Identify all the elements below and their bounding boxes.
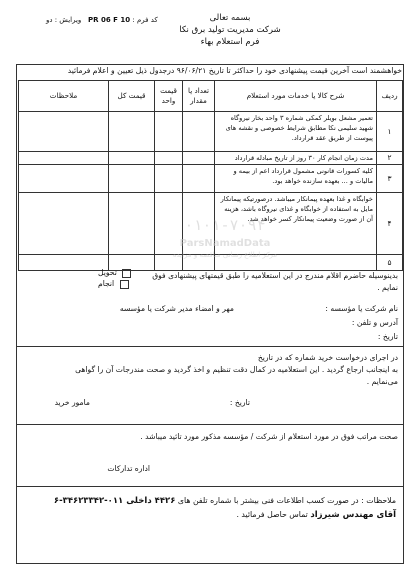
row-total-price — [109, 112, 155, 152]
purchase-text-2: به اینجانب ارجاع گردید . این استعلامیه در کمال دقت تنظیم و اخذ گردید و صحت مندرجات آن را گواهی — [75, 365, 398, 374]
form-code-value: PR 06 F 10 — [88, 16, 131, 24]
row-total-price — [109, 152, 155, 165]
deliver-option[interactable] — [98, 268, 131, 278]
row-notes — [19, 152, 109, 165]
col-header-unit-price: قیمت واحد — [155, 81, 183, 112]
row-total-price — [109, 193, 155, 255]
row-quantity — [183, 165, 215, 193]
perform-option[interactable] — [98, 279, 129, 289]
intro-text: خواهشمند است آخرین قیمت پیشنهادی خود را حداکثر تا تاریخ ۹۶/۰۶/۲۱ درجدول ذیل تعیین و اعلام فرمائید — [67, 66, 402, 75]
row-number: ۴ — [377, 193, 403, 255]
row-unit-price — [155, 112, 183, 152]
section-divider — [16, 486, 404, 487]
col-header-row: ردیف — [377, 81, 403, 112]
row-notes — [19, 193, 109, 255]
date-label: تاریخ : — [377, 332, 398, 341]
revision-label: ویرایش : دو — [46, 16, 82, 24]
row-number: ۲ — [377, 152, 403, 165]
table-row — [19, 255, 403, 271]
row-description: مدت زمان انجام کار ۳۰ روز از تاریخ مبادله قرارداد — [215, 152, 377, 165]
phone-number: ۴۴۲۶ داخلی ۰۱۱-۳۴۶۲۳۳۴۲-۶ — [53, 496, 176, 506]
contact-suffix: تماس حاصل فرمائید . — [236, 510, 308, 519]
form-header — [0, 6, 420, 54]
items-table — [18, 80, 403, 271]
row-number: ۳ — [377, 165, 403, 193]
title-line-2: شرکت مدیریت تولید برق نکا — [179, 25, 281, 35]
deliver-label: تحویل — [98, 268, 117, 277]
col-header-notes: ملاحظات — [19, 81, 109, 112]
table-row — [19, 165, 403, 193]
row-notes — [19, 165, 109, 193]
section-divider — [16, 346, 404, 347]
contact-name: آقای مهندس شیرزاد — [310, 510, 396, 520]
ready-text-end: نمایم . — [377, 283, 398, 292]
row-description: تعمیر مشعل بویلر کمکی شماره ۳ واحد بخار نیروگاه شهید سلیمی نکا مطابق شرایط خصوصی و نقشه های پیوست از طریق عقد قرارداد. — [215, 112, 377, 152]
title-line-3: فرم استعلام بهاء — [200, 37, 260, 47]
address-label: آدرس و تلفن : — [351, 318, 398, 327]
table-row — [19, 152, 403, 165]
row-quantity — [183, 152, 215, 165]
col-header-total-price: قیمت کل — [109, 81, 155, 112]
procurement-label: اداره تدارکات — [107, 464, 150, 473]
form-titles — [130, 12, 330, 48]
table-header-row — [19, 81, 403, 112]
company-name-label: نام شرکت یا مؤسسه : — [325, 304, 398, 313]
deliver-checkbox[interactable] — [122, 269, 131, 278]
row-total-price — [109, 165, 155, 193]
row-quantity — [183, 255, 215, 271]
purchase-date-label: تاریخ : — [229, 398, 250, 407]
section-divider — [16, 424, 404, 425]
row-description: خوابگاه و غذا بعهده پیمانکار میباشد. درصورتیکه پیمانکار مایل به استفاده از خوابگاه و غذای نیروگاه باشد، هزینه آن از صورت وضعیت پیمانکار کسر خواهد شد. — [215, 193, 377, 255]
row-number: ۵ — [377, 255, 403, 271]
table-row — [19, 193, 403, 255]
row-number: ۱ — [377, 112, 403, 152]
title-line-1: بسمه تعالی — [209, 13, 251, 23]
row-notes — [19, 255, 109, 271]
seal-label: مهر و امضاء مدیر شرکت یا مؤسسه — [119, 304, 234, 313]
row-unit-price — [155, 193, 183, 255]
row-unit-price — [155, 255, 183, 271]
watermark-number: ۰۱۰۱-۷۰۹۴ — [184, 216, 266, 234]
col-header-description: شرح کالا یا خدمات مورد استعلام — [215, 81, 377, 112]
ready-text: بدینوسیله حاضرم اقلام مندرج در این استعلامیه را طبق قیمتهای پیشنهادی فوق — [152, 271, 398, 280]
watermark-site: ParsNamadData — [179, 238, 271, 249]
buyer-label: مامور خرید — [54, 398, 90, 407]
row-description — [215, 255, 377, 271]
purchase-text: در اجرای درخواست خرید شماره که در تاریخ — [257, 353, 398, 362]
row-quantity — [183, 193, 215, 255]
table-row — [19, 112, 403, 152]
col-header-quantity: تعداد یا مقدار — [183, 81, 215, 112]
form-code-label: کد فرم : — [132, 16, 158, 24]
notes-label: ملاحظات : در صورت کسب اطلاعات فنی بیشتر با شماره تلفن های — [177, 496, 396, 505]
row-unit-price — [155, 152, 183, 165]
row-notes — [19, 112, 109, 152]
row-quantity — [183, 112, 215, 152]
watermark-subtitle: مرکز اطلاع رسانی مناقصه و مزایده — [172, 251, 278, 259]
row-unit-price — [155, 165, 183, 193]
approval-text: صحت مراتب فوق در مورد استعلام از شرکت / مؤسسه مذکور مورد تائید میباشد . — [140, 432, 398, 441]
notes-section — [24, 494, 396, 522]
perform-label: انجام — [98, 279, 115, 288]
perform-checkbox[interactable] — [120, 280, 129, 289]
row-description: کلیه کسورات قانونی مشمول قرارداد اعم از بیمه و مالیات و ... بعهده سازنده خواهد بود. — [215, 165, 377, 193]
purchase-text-3: می‌نمایم . — [366, 377, 398, 386]
